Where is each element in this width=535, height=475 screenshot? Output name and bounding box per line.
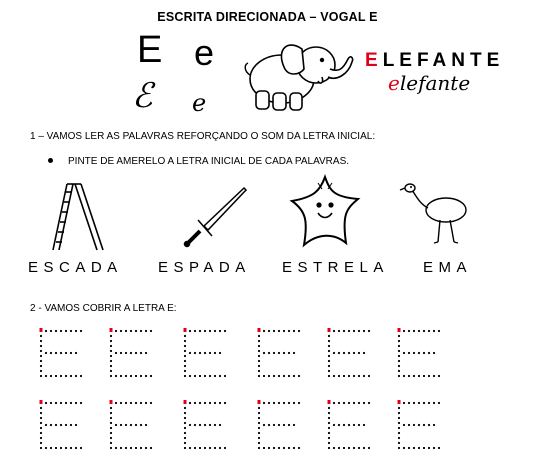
word-label-estrela: ESTRELA [282, 259, 389, 276]
start-point-marker [184, 328, 187, 332]
start-point-marker [328, 400, 331, 404]
trace-letter-e[interactable] [38, 328, 88, 380]
sword-icon [182, 186, 248, 248]
word-label-espada: ESPADA [158, 259, 251, 276]
start-point-marker [398, 328, 401, 332]
trace-letter-e[interactable] [396, 328, 446, 380]
cursive-lowercase-e: e [192, 89, 207, 117]
start-point-marker [258, 328, 261, 332]
trace-letter-e[interactable] [108, 328, 158, 380]
print-lowercase-e: e [194, 32, 215, 73]
trace-letter-e[interactable] [396, 400, 446, 452]
start-point-marker [110, 400, 113, 404]
trace-letter-e[interactable] [38, 400, 88, 452]
ladder-icon [47, 180, 105, 252]
emu-icon [398, 180, 472, 246]
main-word-rest: LEFANTE [382, 50, 505, 71]
print-uppercase-e: E [137, 29, 163, 71]
cursive-uppercase-e: ℰ [132, 76, 153, 116]
trace-letter-e[interactable] [108, 400, 158, 452]
start-point-marker [184, 400, 187, 404]
trace-letter-e[interactable] [182, 400, 232, 452]
start-point-marker [40, 328, 43, 332]
start-point-marker [258, 400, 261, 404]
star-icon [288, 173, 362, 251]
page-title: ESCRITA DIRECIONADA – VOGAL E [157, 10, 378, 24]
elephant-icon [240, 35, 358, 113]
section1-heading: 1 – VAMOS LER AS PALAVRAS REFORÇANDO O SOM DA LETRA INICIAL: [30, 131, 376, 142]
section2-heading: 2 - VAMOS COBRIR A LETRA E: [30, 303, 177, 314]
trace-letter-e[interactable] [256, 400, 306, 452]
cursive-word-rest: lefante [399, 71, 471, 95]
trace-letter-e[interactable] [326, 400, 376, 452]
trace-letter-e[interactable] [182, 328, 232, 380]
start-point-marker [398, 400, 401, 404]
trace-letter-e[interactable] [256, 328, 306, 380]
word-label-ema: EMA [423, 259, 473, 276]
main-word-first-letter: E [365, 50, 383, 71]
main-word-elefante [365, 50, 504, 72]
section1-instruction: PINTE DE AMERELO A LETRA INICIAL DE CADA PALAVRAS. [68, 156, 350, 167]
trace-letter-e[interactable] [326, 328, 376, 380]
start-point-marker [40, 400, 43, 404]
bullet-icon [48, 158, 53, 163]
cursive-word-first-letter: e [388, 71, 400, 95]
word-label-escada: ESCADA [28, 259, 123, 276]
start-point-marker [328, 328, 331, 332]
start-point-marker [110, 328, 113, 332]
main-word-cursive [388, 71, 470, 95]
